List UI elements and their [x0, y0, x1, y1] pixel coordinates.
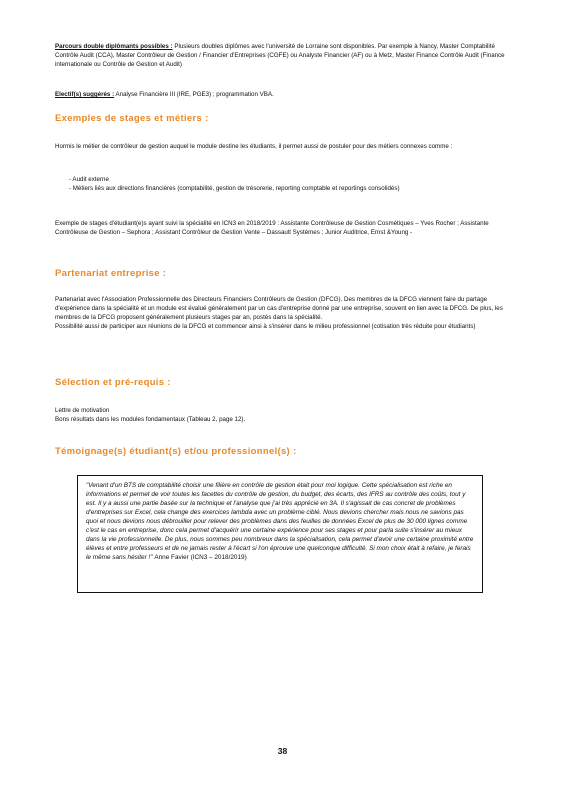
- testimonial-quote: [86, 481, 474, 562]
- selection-line-1: Lettre de motivation: [55, 407, 110, 414]
- selection-line-2: Bons résultats dans les modules fondamentaux (Tableau 2, page 12).: [55, 416, 246, 423]
- list-item: - Métiers liés aux directions financières (comptabilité, gestion de trésorerie, reporting comptable et reportings consolidés): [69, 185, 400, 192]
- electifs-label: Electif(s) suggérés :: [55, 91, 115, 98]
- partenariat-text: [55, 295, 517, 331]
- stages-heading: Exemples de stages et métiers :: [55, 113, 209, 124]
- parcours-paragraph: [55, 42, 517, 69]
- temoignage-heading: Témoignage(s) étudiant(s) et/ou professionnel(s) :: [55, 446, 297, 457]
- parcours-label: Parcours double diplômants possibles :: [55, 43, 173, 50]
- electifs-paragraph: [55, 90, 517, 99]
- selection-heading: Sélection et pré-requis :: [55, 377, 171, 388]
- partenariat-heading: Partenariat entreprise :: [55, 268, 167, 279]
- list-item: - Audit externe: [69, 176, 109, 183]
- partenariat-paragraph-2: Possibilité aussi de participer aux réunions de la DFCG et commencer ainsi à s'insérer dans le milieu professionnel (cotisation très réduite pour étudiants): [55, 323, 476, 330]
- selection-text: [55, 406, 517, 424]
- testimonial-quote-text: "Venant d'un BTS de comptabilité choisir une filière en contrôle de gestion était pour moi logique. Cette spécialisation est riche en informations et permet de voir toutes les facettes du contrôle de gestion, du budget, des écarts, des IFRS au contrôle des coûts, tout y est. Il y a aussi une partie basée sur la technique et l'analyse que j'ai très apprécié en 3A. Il s'agissait de cas concret de problèmes d'entreprises sur Excel, cela change des exercices lambda avec un problème ciblé. Nous devions chercher mais nous ne savions pas quoi et nous devions nous débrouiller pour relever des problèmes dans des feuilles de données Excel de plus de 30 000 lignes comme c'est le cas en entreprise, donc cela permet d'acquérir une certaine expérience pour ses stages et pour parla suite s'insérer au mieux dans la vie professionnelle. De plus, nous sommes peu nombreux dans la spécialisation, cela permet d'avoir une certaine proximité entre élèves et entre professeurs et de ne jamais rester à l'écart si l'on éprouve une quelconque difficulté. Si mon choix était à refaire, je ferais le même sans hésiter !": [86, 482, 474, 561]
- electifs-text: Analyse Financière III (IRE, PGE3) ; programmation VBA.: [115, 91, 274, 98]
- stages-example: Exemple de stages d'étudiant(e)s ayant suivi la spécialité en ICN3 en 2018/2019 : Assistante Contrôleuse de Gestion Cosmétiques – Yves Rocher ; Assistante Contrôleuse de Gestion – Sephora ; Assistant Contrôleur de Gestion Vente – Dassault Systèmes ; Junior Auditrice, Ernst &Young -: [55, 220, 489, 236]
- testimonial-attribution: Anne Favier (ICN3 – 2018/2019): [154, 554, 247, 561]
- page-number: 38: [277, 746, 288, 756]
- stages-intro: Hormis le métier de contrôleur de gestion auquel le module destine les étudiants, il permet aussi de postuler pour des métiers connexes comme :: [55, 143, 453, 150]
- parcours-text: Plusieurs doubles diplômes avec l'université de Lorraine sont disponibles. Par exemple à Nancy, Master Comptabilité Contrôle Audit (CCA), Master Contrôleur de Gestion / Financier d'Entreprises (CGFE) ou Analyste Financier (AF) ou à Metz, Master Finance Contrôle Audit (Finance internationale ou Contrôle de Gestion et Audit): [55, 43, 505, 68]
- partenariat-paragraph: Partenariat avec l'Association Professionnelle des Directeurs Financiers Contrôleurs de Gestion (DFCG). Des membres de la DFCG viennent faire du partage d'expérience dans la spécialité et un module est évalué généralement par un cas d'entreprise donné par une entreprise, souvent en lien avec la DFCG. De plus, les membres de la DFCG proposent généralement plusieurs stages par an, postés dans la spécialité.: [55, 296, 503, 321]
- stages-bullet-list: [55, 175, 517, 193]
- testimonial-box: [77, 475, 483, 593]
